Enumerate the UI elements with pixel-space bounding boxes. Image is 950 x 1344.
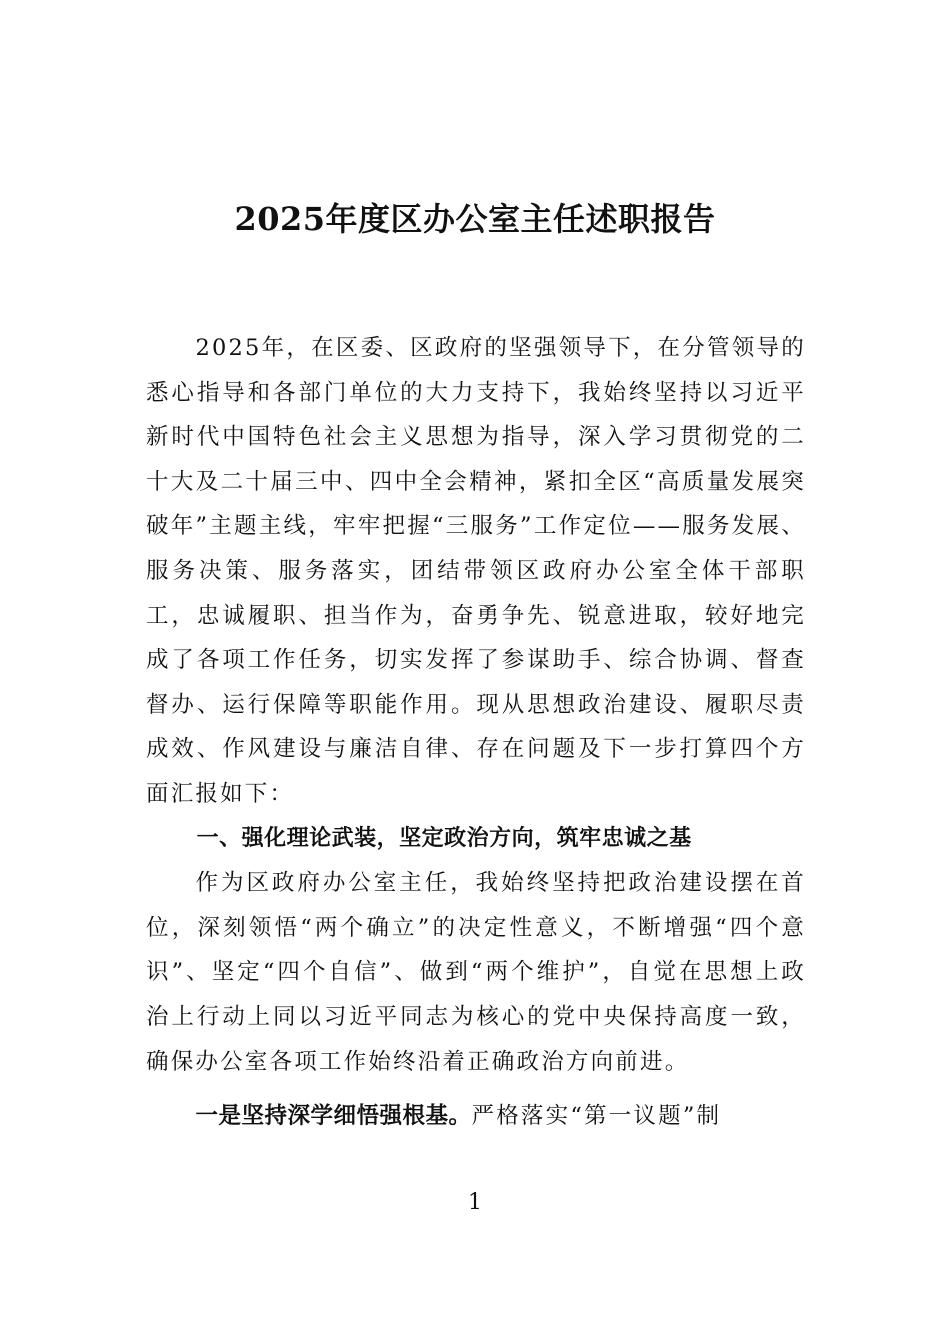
section-1-heading: 一、强化理论武装，坚定政治方向，筑牢忠诚之基 bbox=[196, 825, 692, 851]
intro-paragraph: 2025年，在区委、区政府的坚强领导下，在分管领导的悉心指导和各部门单位的大力支持下，我始终坚持以习近平新时代中国特色社会主义思想为指导，深入学习贯彻党的二十大及二十届三中、四中全会精神，紧扣全区“高质量发展突破年”主题主线，牢牢把握“三服务”工作定位——服务发展、服务决策、服务落实，团结带领区政府办公室全体干部职工，忠诚履职、担当作为，奋勇争先、锐意进取，较好地完成了各项工作任务，切实发挥了参谋助手、综合协调、督查督办、运行保障等职能作用。现从思想政治建设、履职尽责成效、作风建设与廉洁自律、存在问题及下一步打算四个方面汇报如下： bbox=[146, 335, 806, 807]
document-body bbox=[146, 326, 806, 1139]
document-title: 2025年度区办公室主任述职报告 bbox=[234, 200, 716, 238]
point-1-paragraph bbox=[146, 1094, 806, 1139]
point-1-lead: 一是坚持深学细悟强根基。 bbox=[195, 1103, 472, 1130]
point-1-text: 严格落实“第一议题”制 bbox=[471, 1103, 722, 1130]
page-number: 1 bbox=[468, 1190, 482, 1215]
section-1-paragraph: 作为区政府办公室主任，我始终坚持把政治建设摆在首位，深刻领悟“两个确立”的决定性意义，不断增强“四个意识”、坚定“四个自信”、做到“两个维护”，自觉在思想上政治上行动上同以习近平同志为核心的党中央保持高度一致，确保办公室各项工作始终沿着正确政治方向前进。 bbox=[146, 870, 806, 1075]
